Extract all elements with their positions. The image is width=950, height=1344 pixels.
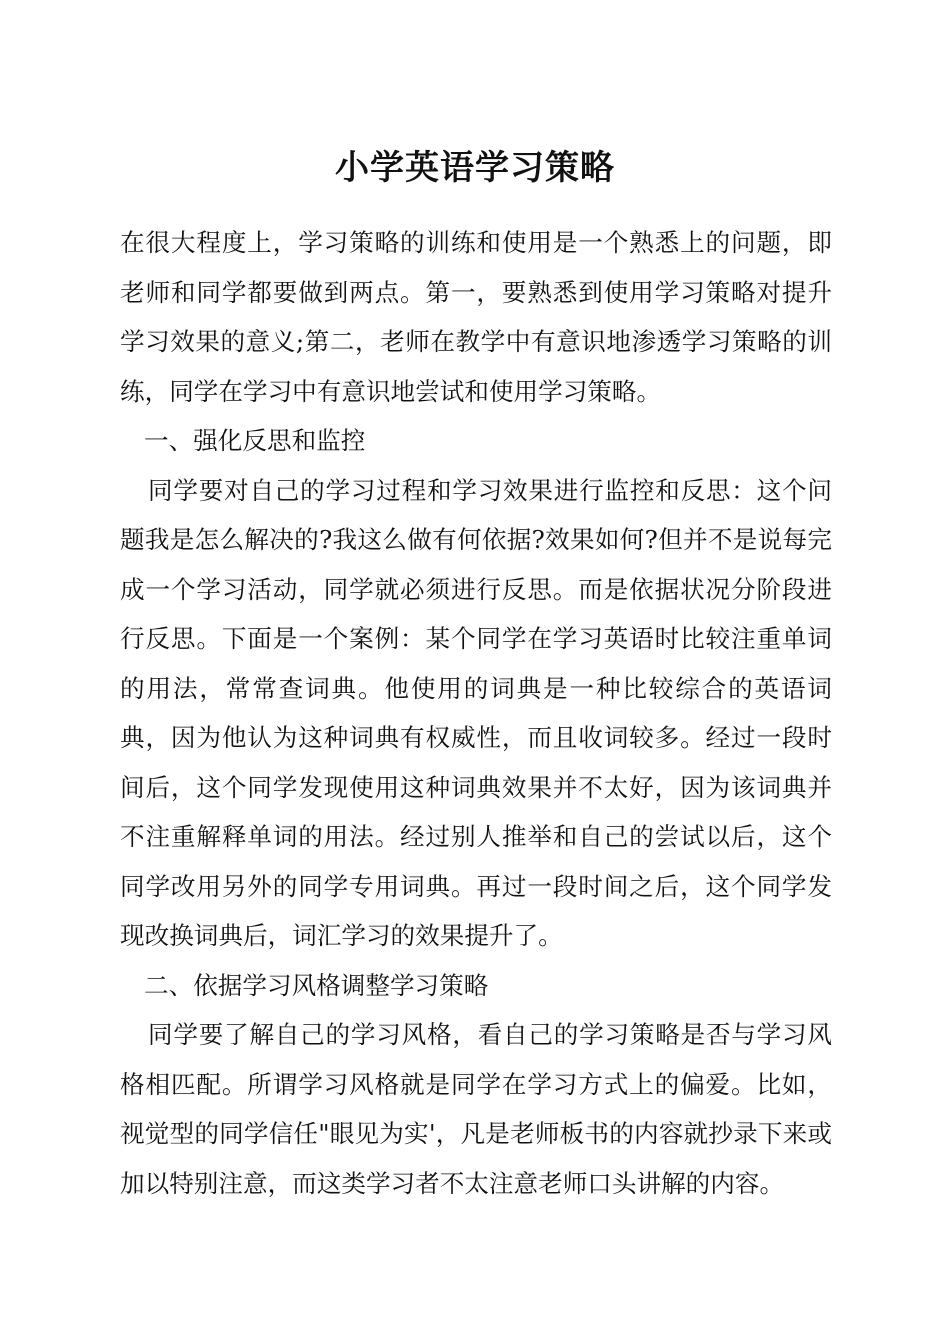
section-heading-1: 一、强化反思和监控 xyxy=(144,426,366,455)
paragraph-section-2: 同学要了解自己的学习风格，看自己的学习策略是否与学习风格相匹配。所谓学习风格就是同学在学习方式上的偏爱。比如，视觉型的同学信任"眼见为实'，凡是老师板书的内容就抄录下来或加以特别注意，而这类学习者不太注意老师口头讲解的内容。 xyxy=(120,1020,832,1198)
document-title: 小学英语学习策略 xyxy=(335,148,615,188)
paragraph-intro: 在很大程度上，学习策略的训练和使用是一个熟悉上的问题，即老师和同学都要做到两点。第一，要熟悉到使用学习策略对提升学习效果的意义;第二，老师在教学中有意识地渗透学习策略的训练，同学在学习中有意识地尝试和使用学习策略。 xyxy=(120,228,832,406)
document-body xyxy=(120,218,832,1208)
section-heading-2: 二、依据学习风格调整学习策略 xyxy=(144,970,489,1000)
paragraph-section-1: 同学要对自己的学习过程和学习效果进行监控和反思：这个问题我是怎么解决的?我这么做有何依据?效果如何?但并不是说每完成一个学习活动，同学就必须进行反思。而是依据状况分阶段进行反思。下面是一个案例：某个同学在学习英语时比较注重单词的用法，常常查词典。他使用的词典是一种比较综合的英语词典，因为他认为这种词典有权威性，而且收词较多。经过一段时间后，这个同学发现使用这种词典效果并不太好，因为该词典并不注重解释单词的用法。经过别人推举和自己的尝试以后，这个同学改用另外的同学专用词典。再过一段时间之后，这个同学发现改换词典后，词汇学习的效果提升了。 xyxy=(120,475,832,950)
